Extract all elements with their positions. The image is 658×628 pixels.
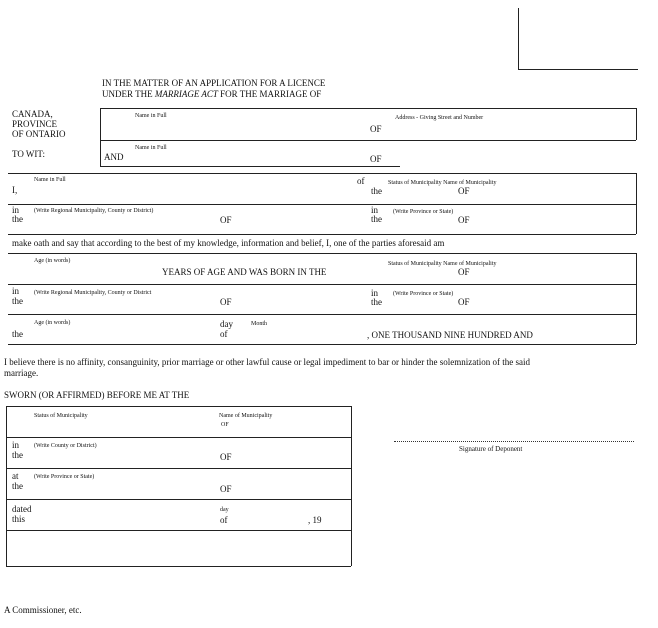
and-label: AND	[104, 152, 124, 162]
canada-label: CANADA,	[12, 109, 53, 119]
birth-province-label: (Write Province or State)	[393, 291, 454, 297]
header-line-1: IN THE MATTER OF AN APPLICATION FOR A LICENCE	[102, 78, 326, 88]
sworn-in-label: in	[12, 440, 20, 450]
sworn-of-3: OF	[220, 484, 232, 494]
deponent-province-label: (Write Province or State)	[393, 209, 454, 215]
birthdate-of: of	[220, 329, 228, 339]
sworn-county-label: (Write County or District)	[34, 443, 97, 449]
sworn-this-label: this	[12, 514, 26, 524]
deponent-in-2: in	[371, 205, 379, 215]
deponent-status-label: Status of Municipality Name of Municipality	[388, 180, 497, 186]
header-line-2: UNDER THE MARRIAGE ACT FOR THE MARRIAGE OF	[102, 89, 322, 99]
deponent-of-label: of	[357, 176, 365, 186]
deponent-in-label: in	[12, 205, 20, 215]
sworn-heading: SWORN (OR AFFIRMED) BEFORE ME AT THE	[4, 390, 190, 400]
sworn-name-label: Name of Municipality	[219, 413, 273, 419]
of-ontario-label: OF ONTARIO	[12, 129, 66, 139]
birthdate-day: day	[220, 319, 233, 329]
deponent-of-2: OF	[458, 186, 470, 196]
birthdate-age-label: Age (in words)	[34, 320, 71, 326]
commissioner-label: A Commissioner, etc.	[4, 605, 82, 615]
sworn-year-prefix: , 19	[308, 515, 322, 525]
birth-of-1: OF	[220, 297, 232, 307]
sworn-status-label: Status of Municipality	[34, 413, 88, 419]
belief-line-1: I believe there is no affinity, consanguinity, prior marriage or other lawful cause or legal impediment to bar or hinder the solemnization of the said	[4, 357, 530, 367]
deponent-of-3: OF	[220, 215, 232, 225]
to-wit-label: TO WIT:	[12, 149, 45, 159]
sworn-the-label: the	[12, 450, 23, 460]
birth-status-label: Status of Municipality Name of Municipality	[388, 261, 497, 267]
sworn-province-label: (Write Province or State)	[34, 474, 95, 480]
birthdate-year-text: , ONE THOUSAND NINE HUNDRED AND	[367, 330, 533, 340]
party2-name-label: Name in Full	[135, 145, 167, 151]
office-use-corner-box	[518, 8, 638, 70]
party1-of: OF	[370, 124, 382, 134]
belief-line-2: marriage.	[4, 368, 39, 378]
birthdate-month: Month	[251, 321, 268, 327]
deponent-region-label: (Write Regional Municipality, County or District)	[34, 208, 154, 214]
sworn-dated-label: dated	[12, 504, 32, 514]
sworn-day-label: day	[220, 507, 229, 513]
years-of-age-text: YEARS OF AGE AND WAS BORN IN THE	[162, 267, 327, 277]
birth-the-2: the	[371, 297, 382, 307]
deponent-of-4: OF	[458, 215, 470, 225]
sworn-of-1: OF	[221, 422, 229, 428]
sworn-the-2: the	[12, 481, 23, 491]
deponent-name-label: Name in Full	[34, 177, 66, 183]
party1-address-label: Address - Giving Street and Number	[395, 115, 484, 121]
signature-of-deponent-label: Signature of Deponent	[459, 445, 523, 453]
birth-in-2: in	[371, 288, 379, 298]
sworn-of-lower: of	[220, 515, 228, 525]
sworn-at-label: at	[12, 471, 19, 481]
birthdate-the: the	[12, 329, 23, 339]
birth-of-2: OF	[458, 297, 470, 307]
birth-the-label: the	[12, 296, 23, 306]
birth-in-label: in	[12, 286, 20, 296]
province-label: PROVINCE	[12, 119, 58, 129]
party2-of: OF	[370, 154, 382, 164]
birth-region-label: (Write Regional Municipality, County or District	[34, 290, 152, 296]
sworn-of-2: OF	[220, 452, 232, 462]
deponent-the-2: the	[12, 214, 23, 224]
party1-name-label: Name in Full	[135, 113, 167, 119]
age-words-label: Age (in words)	[34, 258, 71, 264]
age-of-label: OF	[458, 267, 470, 277]
deponent-i-label: I,	[12, 185, 18, 195]
oath-text: make oath and say that according to the best of my knowledge, information and belief, I, one of the parties aforesaid am	[12, 238, 445, 248]
deponent-the-3: the	[371, 214, 382, 224]
deponent-the-label: the	[371, 186, 382, 196]
